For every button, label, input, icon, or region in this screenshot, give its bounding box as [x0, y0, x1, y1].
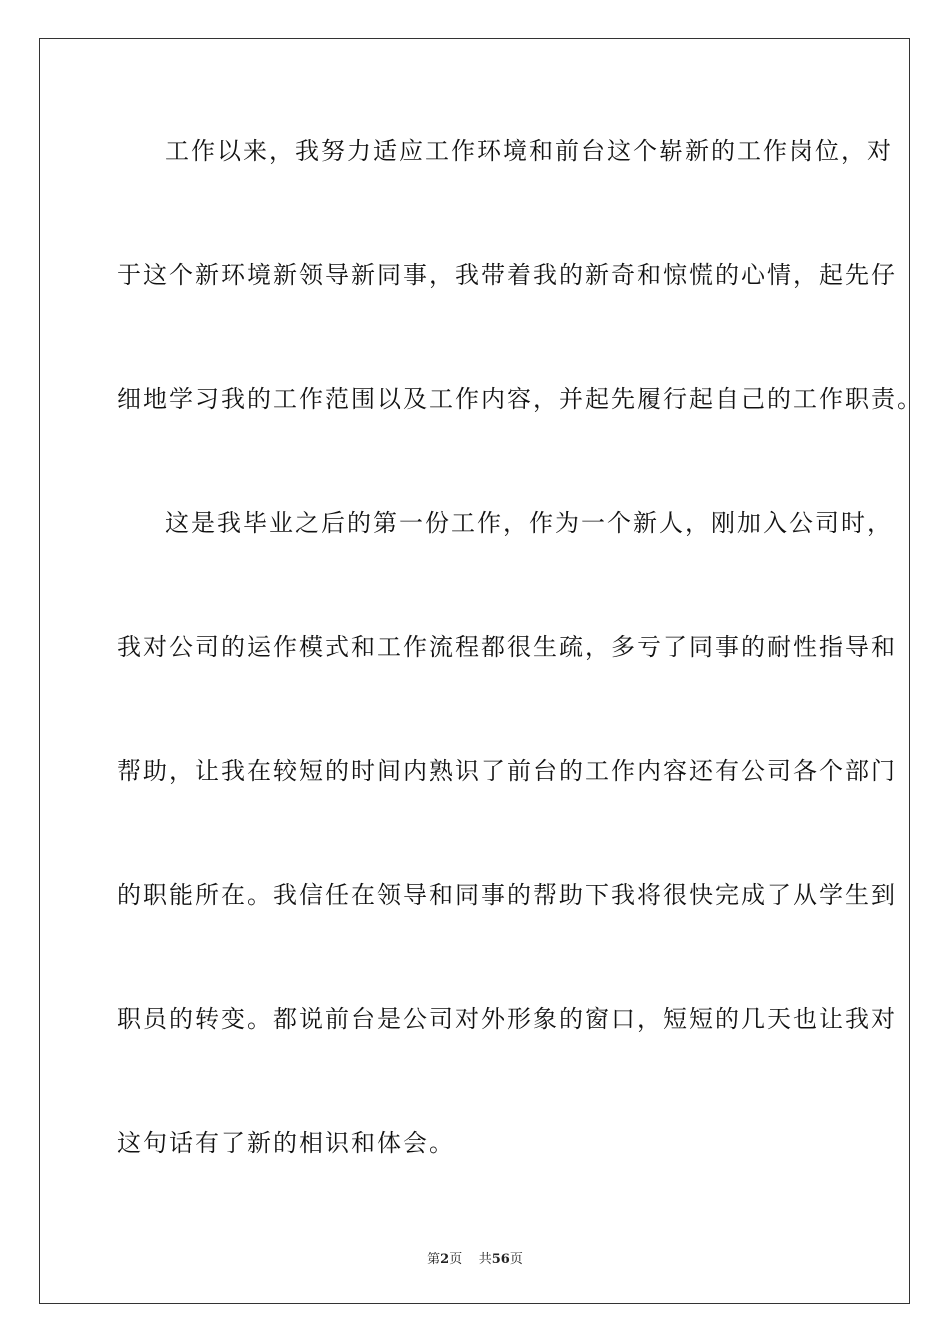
page-frame — [39, 38, 923, 1304]
paragraph-1-line-2: 于这个新环境新领导新同事，我带着我的新奇和惊慌的心情，起先仔 — [117, 261, 897, 289]
paragraph-1-line-3: 细地学习我的工作范围以及工作内容，并起先履行起自己的工作职责。 — [117, 385, 923, 413]
page-suffix: 页 — [449, 1252, 463, 1267]
page-number: 2 — [440, 1252, 450, 1267]
page-prefix: 第 — [427, 1252, 441, 1267]
paragraph-2-line-3: 帮助，让我在较短的时间内熟识了前台的工作内容还有公司各个部门 — [117, 757, 897, 785]
paragraph-2-line-6: 这句话有了新的相识和体会。 — [117, 1129, 455, 1157]
paragraph-2-line-1: 这是我毕业之后的第一份工作，作为一个新人，刚加入公司时， — [165, 509, 893, 537]
total-suffix: 页 — [509, 1252, 523, 1267]
paragraph-2-line-5: 职员的转变。都说前台是公司对外形象的窗口，短短的几天也让我对 — [117, 1005, 897, 1033]
paragraph-1-line-1: 工作以来，我努力适应工作环境和前台这个崭新的工作岗位，对 — [165, 137, 893, 165]
total-prefix: 共 — [478, 1252, 492, 1267]
page-footer — [0, 1248, 950, 1267]
paragraph-2-line-2: 我对公司的运作模式和工作流程都很生疏，多亏了同事的耐性指导和 — [117, 633, 897, 661]
total-pages: 56 — [491, 1252, 510, 1267]
paragraph-2-line-4: 的职能所在。我信任在领导和同事的帮助下我将很快完成了从学生到 — [117, 881, 897, 909]
